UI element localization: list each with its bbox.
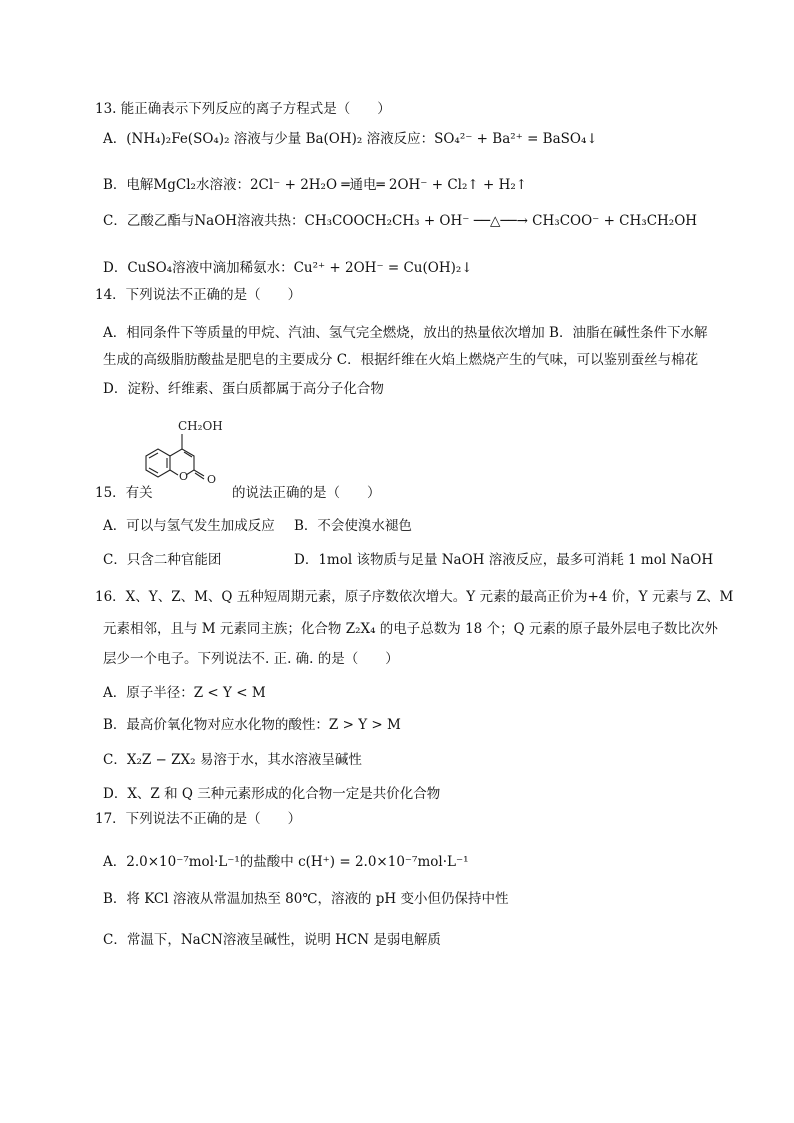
q16-option-b: B．最高价氧化物对应水化物的酸性：Z > Y > M <box>103 717 401 733</box>
q17-stem: 17．下列说法不正确的是（ ） <box>95 811 302 827</box>
q15-option-a: A．可以与氢气发生加成反应 <box>103 518 275 534</box>
q13-option-d: D．CuSO₄溶液中滴加稀氨水：Cu²⁺ + 2OH⁻ = Cu(OH)₂↓ <box>103 260 473 276</box>
q15-option-b: B．不会使溴水褪色 <box>294 518 412 534</box>
q13-option-b: B．电解MgCl₂水溶液：2Cl⁻ + 2H₂O ═通电═ 2OH⁻ + Cl₂↑ + H₂↑ <box>103 177 528 193</box>
q13-option-a: A．(NH₄)₂Fe(SO₄)₂ 溶液与少量 Ba(OH)₂ 溶液反应：SO₄²⁻ + Ba²⁺ = BaSO₄↓ <box>103 131 598 147</box>
q14-line-1: A．相同条件下等质量的甲烷、汽油、氢气完全燃烧，放出的热量依次增加 B．油脂在碱性条件下水解 <box>103 325 708 341</box>
q15-option-d: D．1mol 该物质与足量 NaOH 溶液反应，最多可消耗 1 mol NaOH <box>294 552 714 568</box>
q16-line-3: 层少一个电子。下列说法不. 正. 确. 的是（ ） <box>103 651 399 667</box>
q17-option-b: B．将 KCl 溶液从常温加热至 80℃，溶液的 pH 变小但仍保持中性 <box>103 891 509 907</box>
q16-option-d: D．X、Z 和 Q 三种元素形成的化合物一定是共价化合物 <box>103 786 441 802</box>
q13-stem: 13. 能正确表示下列反应的离子方程式是（ ） <box>95 101 391 117</box>
q15-option-c: C．只含二种官能团 <box>103 552 222 568</box>
q16-line-2: 元素相邻，且与 M 元素同主族；化合物 Z₂X₄ 的电子总数为 18 个；Q 元素的原子最外层电子数比次外 <box>103 621 718 637</box>
q15-stem-prefix: 15．有关 <box>95 485 153 501</box>
q16-option-a: A．原子半径：Z < Y < M <box>103 685 266 701</box>
struct-ch2oh-label: CH₂OH <box>178 419 223 433</box>
q13-option-c: C．乙酸乙酯与NaOH溶液共热：CH₃COOCH₂CH₃ + OH⁻ ──△──→ CH₃COO⁻ + CH₃CH₂OH <box>103 213 698 229</box>
q15-stem-suffix: 的说法正确的是（ ） <box>232 485 381 501</box>
svg-text:O: O <box>179 470 189 483</box>
q14-stem: 14．下列说法不正确的是（ ） <box>95 287 302 303</box>
q16-line-1: 16．X、Y、Z、M、Q 五种短周期元素，原子序数依次增大。Y 元素的最高正价为+4 价，Y 元素与 Z、M <box>95 589 734 605</box>
q17-option-c: C．常温下，NaCN溶液呈碱性，说明 HCN 是弱电解质 <box>103 932 441 948</box>
q14-line-2: 生成的高级脂肪酸盐是肥皂的主要成分 C．根据纤维在火焰上燃烧产生的气味，可以鉴别蚕丝与棉花 <box>103 352 699 368</box>
q17-option-a: A．2.0×10⁻⁷mol·L⁻¹的盐酸中 c(H⁺) = 2.0×10⁻⁷mol·L⁻¹ <box>103 854 469 870</box>
q16-option-c: C．X₂Z − ZX₂ 易溶于水，其水溶液呈碱性 <box>103 752 362 768</box>
q14-line-3: D．淀粉、纤维素、蛋白质都属于高分子化合物 <box>103 381 384 397</box>
svg-text:O: O <box>207 473 217 486</box>
